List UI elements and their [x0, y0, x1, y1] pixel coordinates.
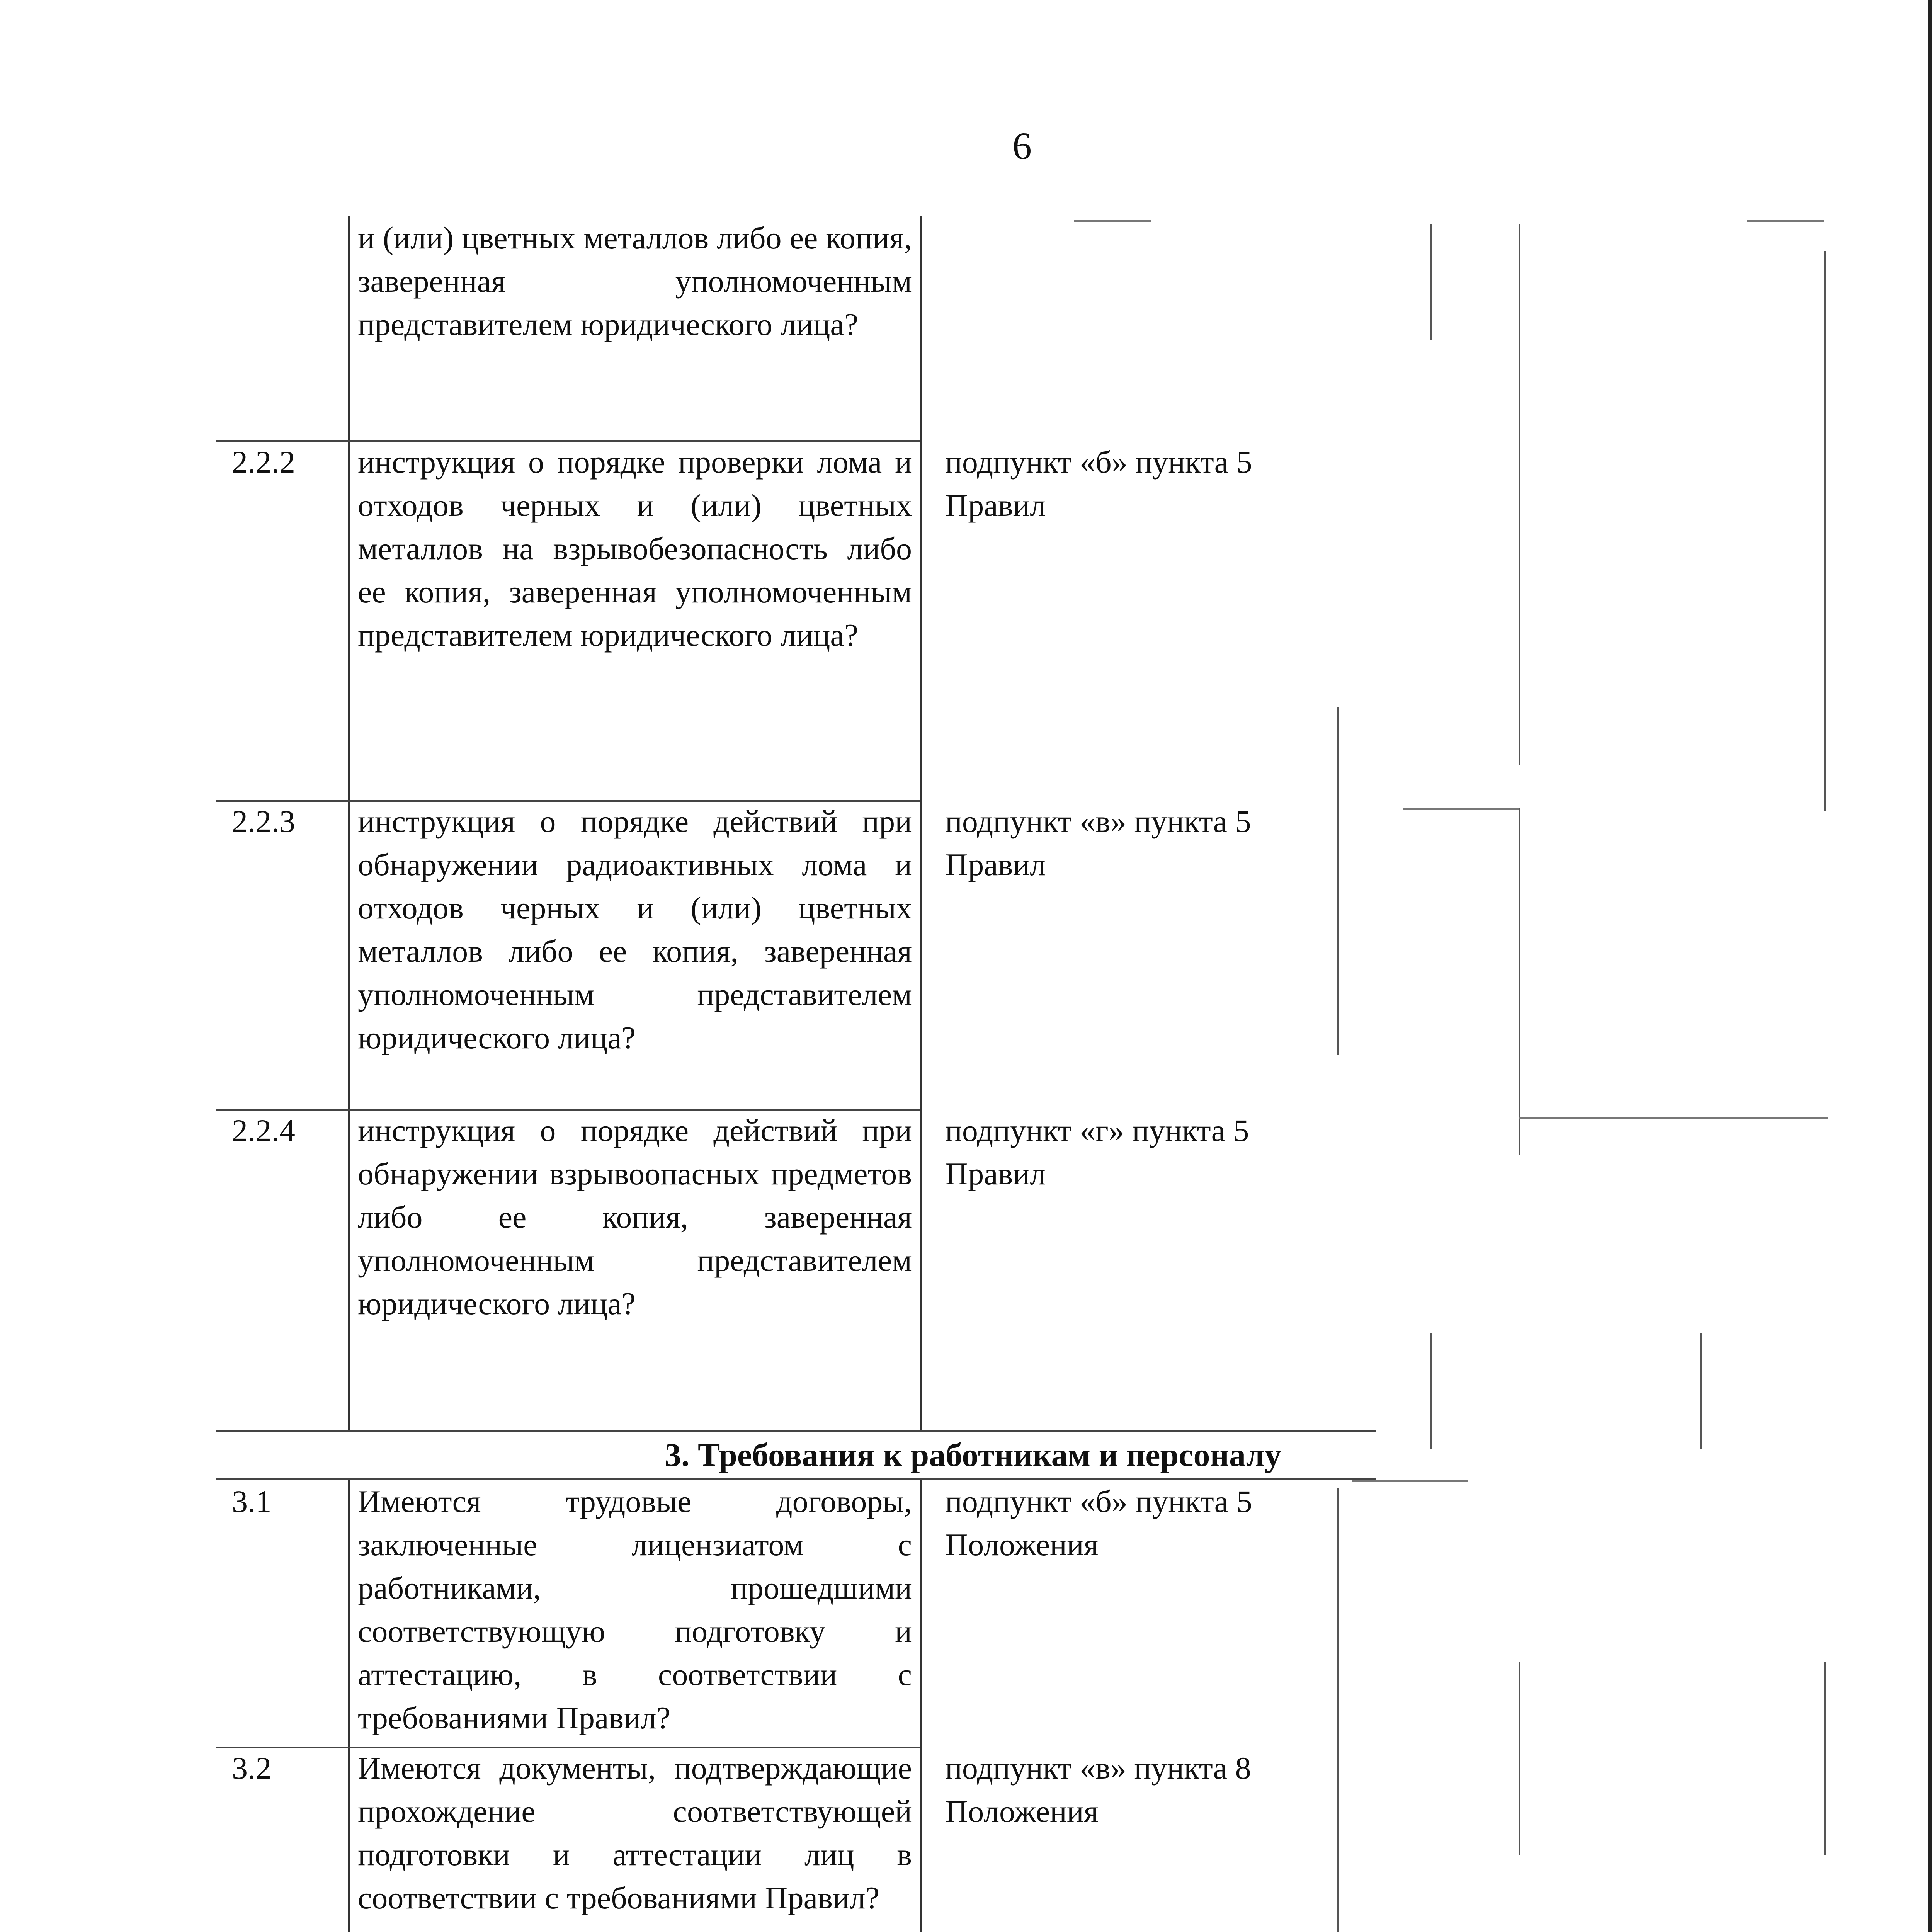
scan-rule [1074, 220, 1151, 222]
row-reference: подпункт «б» пункта 5 Правил [920, 440, 1345, 800]
scan-rule [1352, 1480, 1468, 1482]
row-question: инструкция о порядке действий при обнаружении радиоактивных лома и отходов черных и (или) цветных металлов либо ее копия, заверенная уполномоченным представителем юридического лица? [348, 800, 920, 1109]
row-reference [920, 216, 1345, 440]
row-reference: подпункт «в» пункта 5 Правил [920, 800, 1345, 1109]
scan-rule [1337, 707, 1339, 1055]
row-question: и (или) цветных металлов либо ее копия, заверенная уполномоченным представителем юридического лица? [348, 216, 920, 440]
table-row [216, 216, 1376, 440]
scan-rule [1337, 1488, 1339, 1932]
scan-rule [1824, 251, 1826, 811]
page-number: 6 [1012, 124, 1032, 167]
scan-rule [1747, 220, 1824, 222]
row-number: 2.2.2 [232, 444, 295, 480]
row-question: Имеются трудовые договоры, заключенные лицензиатом с работниками, прошедшими соответствующую подготовку и аттестацию, в соответствии с требованиями Правил? [348, 1480, 920, 1747]
scan-rule [1430, 224, 1432, 340]
scan-rule [1700, 1333, 1702, 1449]
row-number [216, 216, 348, 440]
table-row [216, 1109, 1376, 1430]
checklist-table [216, 216, 1376, 1932]
scan-rule [1824, 1662, 1826, 1855]
row-number: 2.2.3 [232, 804, 295, 839]
row-number: 2.2.4 [232, 1113, 295, 1148]
section-title: 3. Требования к работникам и персоналу [216, 1430, 1376, 1480]
table-row [216, 1480, 1376, 1747]
scan-edge [1928, 0, 1932, 1932]
scan-rule [1430, 1333, 1432, 1449]
scan-rule [1519, 1662, 1520, 1855]
table-row [216, 440, 1376, 800]
scan-rule [1519, 808, 1520, 1155]
scan-rule [1403, 808, 1519, 810]
table-row [216, 1747, 1376, 1932]
row-number: 3.2 [232, 1750, 272, 1786]
row-question: Имеются документы, подтверждающие прохождение соответствующей подготовки и аттестации лиц в соответствии с требованиями Правил? [348, 1747, 920, 1932]
scan-rule [1519, 224, 1520, 765]
row-number: 3.1 [232, 1484, 272, 1519]
row-question: инструкция о порядке действий при обнаружении взрывоопасных предметов либо ее копия, заверенная уполномоченным представителем юридического лица? [348, 1109, 920, 1430]
row-reference: подпункт «г» пункта 5 Правил [920, 1109, 1345, 1430]
table-row [216, 800, 1376, 1109]
row-reference: подпункт «в» пункта 8 Положения [920, 1747, 1345, 1932]
scan-rule [1519, 1117, 1828, 1119]
row-question: инструкция о порядке проверки лома и отходов черных и (или) цветных металлов на взрывобезопасность либо ее копия, заверенная уполномоченным представителем юридического лица? [348, 440, 920, 800]
row-reference: подпункт «б» пункта 5 Положения [920, 1480, 1345, 1747]
